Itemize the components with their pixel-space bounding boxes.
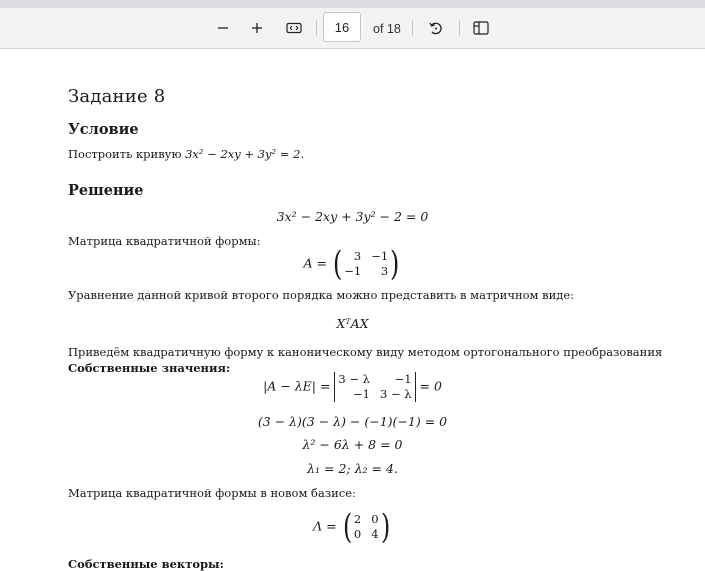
pdf-toolbar xyxy=(0,8,705,49)
matrix-cell: 2 xyxy=(353,512,362,526)
matrix-Lambda: Λ = ( 2 0 0 4 ) xyxy=(313,507,390,547)
condition-heading: Условие xyxy=(68,121,139,138)
matrix-cell: 0 xyxy=(371,512,379,526)
det-cell: 3 − λ xyxy=(338,372,370,386)
fit-page-button[interactable] xyxy=(282,14,306,42)
page-number-input[interactable] xyxy=(323,12,361,42)
zoom-in-button[interactable] xyxy=(246,14,268,42)
equation-2: (3 − λ)(3 − λ) − (−1)(−1) = 0 xyxy=(257,414,448,429)
solution-heading: Решение xyxy=(68,182,144,199)
page-count: of 18 xyxy=(373,22,401,36)
orthogonal-text: Приведём квадратичную форму к каноническому виду методом ортогонального преобразования xyxy=(68,345,663,359)
toolbar-separator xyxy=(412,20,413,36)
matrix-cell: 4 xyxy=(371,527,379,541)
matrix-cell: 3 xyxy=(353,249,362,263)
det-cell: 3 − λ xyxy=(379,387,412,401)
matrix-cell: −1 xyxy=(344,264,362,278)
det-left: |A − λE| = xyxy=(263,378,331,394)
zoom-out-button[interactable] xyxy=(212,14,234,42)
page-view-button[interactable] xyxy=(470,14,492,42)
condition-text xyxy=(68,147,304,161)
matrix-Lambda-label: Λ = xyxy=(313,518,337,534)
matrix-cell: −1 xyxy=(371,249,389,263)
matrix-A: A = ( 3 −1 −1 3 ) xyxy=(303,244,400,284)
matrix-cell: 0 xyxy=(353,527,362,541)
window-top-strip xyxy=(0,0,705,8)
task-title: Задание 8 xyxy=(68,86,166,107)
xtax-formula: XᵀAX xyxy=(336,316,369,331)
det-right: = 0 xyxy=(419,378,442,394)
minus-icon xyxy=(217,22,229,34)
toolbar-separator xyxy=(316,20,317,36)
matrix-A-label: A = xyxy=(303,255,328,271)
plus-icon xyxy=(251,22,263,34)
matrix-form-text: Уравнение данной кривой второго порядка можно представить в матричном виде: xyxy=(68,288,575,302)
det-cell: −1 xyxy=(394,372,412,386)
rotate-icon xyxy=(428,20,444,36)
matrix-label: Матрица квадратичной формы: xyxy=(68,234,261,248)
eigenvalues-heading: Собственные значения: xyxy=(68,361,231,375)
det-cell: −1 xyxy=(353,387,370,401)
two-page-view-icon xyxy=(473,21,489,35)
eigenvectors-heading: Собственные векторы: xyxy=(68,557,224,571)
equation-4: λ₁ = 2; λ₂ = 4. xyxy=(307,461,398,476)
pdf-page xyxy=(0,49,705,569)
matrix-cell: 3 xyxy=(380,264,389,278)
determinant-equation xyxy=(0,372,705,402)
condition-label: Построить кривую xyxy=(68,147,182,161)
fit-page-icon xyxy=(286,22,302,34)
condition-formula: 3x² − 2xy + 3y² = 2. xyxy=(185,147,305,161)
equation-1: 3x² − 2xy + 3y² − 2 = 0 xyxy=(276,209,429,224)
new-basis-text: Матрица квадратичной формы в новом базисе: xyxy=(68,486,356,500)
toolbar-separator xyxy=(459,20,460,36)
equation-3: λ² − 6λ + 8 = 0 xyxy=(302,437,403,452)
rotate-button[interactable] xyxy=(424,14,448,42)
